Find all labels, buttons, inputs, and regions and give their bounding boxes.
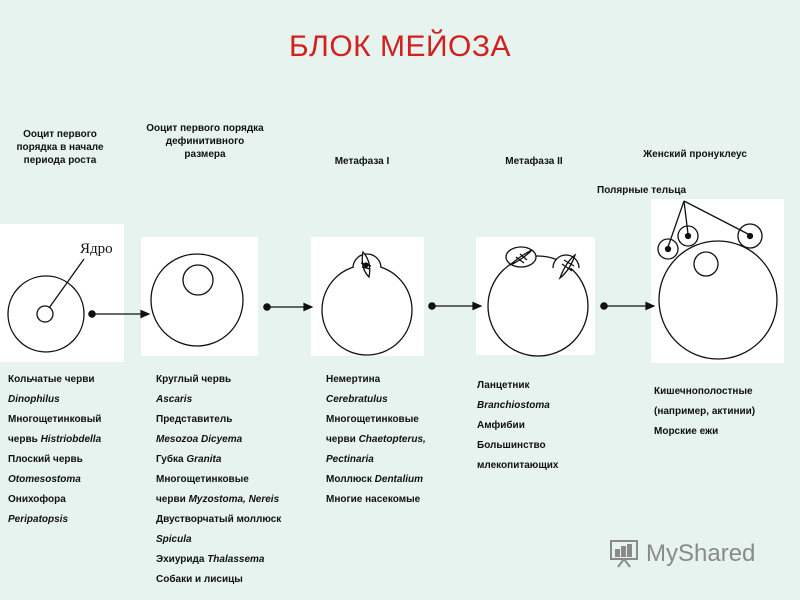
arrow-2-to-3 [264,304,312,311]
nucleus-pointer-line [49,259,84,308]
list-text: Peripatopsis [8,514,69,525]
list-line [326,470,426,490]
list-line [8,450,101,470]
list-line [156,510,281,530]
metaphase-2-cell [488,256,588,356]
presentation-board-icon [608,538,640,568]
list-text: Кишечнополостные [654,386,753,397]
definitive-oocyte-cell [151,254,243,346]
list-text: Thalassema [207,554,265,565]
list-text: Granita [186,454,222,465]
list-text: Большинство [477,440,546,451]
list-text: черви [326,434,359,445]
list-text: Эхиурида [156,554,208,565]
list-line [156,470,281,490]
list-line [326,370,426,390]
list-text: Представитель [156,414,233,425]
list-line [477,376,559,396]
organism-list-female-pronucleus [654,382,755,442]
list-text: Моллюск [326,474,375,485]
arrow-1-to-2 [89,311,149,318]
list-text: Двустворчатый моллюск [156,514,282,525]
list-text: Pectinaria [326,454,374,465]
female-pronucleus [694,252,718,276]
arrow-3-to-4 [429,303,481,310]
list-line [326,390,426,410]
list-text: Histriobdella [40,434,102,445]
list-line [654,402,755,422]
early-oocyte-nucleus [37,306,53,322]
list-text: Ascaris [156,394,193,405]
list-line [156,450,281,470]
organism-list-definitive-oocyte [156,370,281,590]
list-text: Branchiostoma [477,400,550,411]
list-line [8,490,101,510]
arrow-4-to-5 [601,303,654,310]
list-text: Амфибии [477,420,525,431]
list-line [8,390,101,410]
list-text: млекопитающих [477,460,559,471]
list-text: Немертина [326,374,381,385]
stage-label-definitive-oocyte: Ооцит первого порядка дефинитивного размера [146,123,264,160]
page-title: БЛОК МЕЙОЗА [288,30,512,63]
list-text: Otomesostoma [8,474,81,485]
list-text: Mesozoa Dicyema [156,434,243,445]
list-line [156,490,281,510]
list-line [8,510,101,530]
list-line [477,416,559,436]
list-text: (например, актинии) [654,406,756,417]
list-line [654,382,755,402]
list-line [8,430,101,450]
list-line [156,430,281,450]
list-line [326,490,426,510]
stage-label-female-pronucleus: Женский пронуклеус [643,149,747,160]
list-text: Dentalium [374,474,423,485]
early-oocyte-cell [8,276,84,352]
list-text: Онихофора [8,494,66,505]
list-text: Кольчатые черви [8,374,95,385]
list-line [477,396,559,416]
list-text: Многощетинковые [326,414,419,425]
polar-bodies-label: Полярные тельца [597,185,687,196]
list-text: Круглый червь [156,374,232,385]
list-text: Spicula [156,534,192,545]
list-line [8,470,101,490]
list-line [156,370,281,390]
list-line [156,530,281,550]
list-line [156,410,281,430]
list-line [326,450,426,470]
list-text: Губка [156,454,187,465]
list-text: Плоский червь [8,454,83,465]
stage-label-early-oocyte: Ооцит первого порядка в начале периода роста [16,129,104,166]
list-line [156,570,281,590]
list-text: Многие насекомые [326,494,421,505]
nucleus-label: Ядро [80,241,113,257]
list-text: Dinophilus [8,394,60,405]
watermark-text: MyShared [646,540,756,567]
list-text: Многощетинковые [156,474,249,485]
list-line [654,422,755,442]
stage-label-metaphase-1: Метафаза I [334,156,390,167]
list-text: Cerebratulus [326,394,388,405]
list-line [8,410,101,430]
list-line [477,456,559,476]
list-text: червь [8,434,41,445]
list-line [326,410,426,430]
list-line [8,370,101,390]
list-text: Chaetopterus, [358,434,426,445]
pronucleus-cell [659,241,777,359]
list-text: Морские ежи [654,426,719,437]
list-line [156,390,281,410]
list-line [477,436,559,456]
list-line [156,550,281,570]
list-text: Myzostoma, Nereis [188,494,280,505]
stage-arrows [89,303,654,318]
list-line [326,430,426,450]
organism-list-metaphase-2 [477,376,559,476]
list-text: черви [156,494,189,505]
organism-list-early-oocyte [8,370,101,530]
list-text: Многощетинковый [8,414,102,425]
metaphase-1-cell [322,265,412,355]
stage-label-metaphase-2: Метафаза II [505,156,563,167]
organism-list-metaphase-1 [326,370,426,510]
list-text: Собаки и лисицы [156,574,243,585]
definitive-oocyte-nucleus [183,265,213,295]
list-text: Ланцетник [477,380,530,391]
